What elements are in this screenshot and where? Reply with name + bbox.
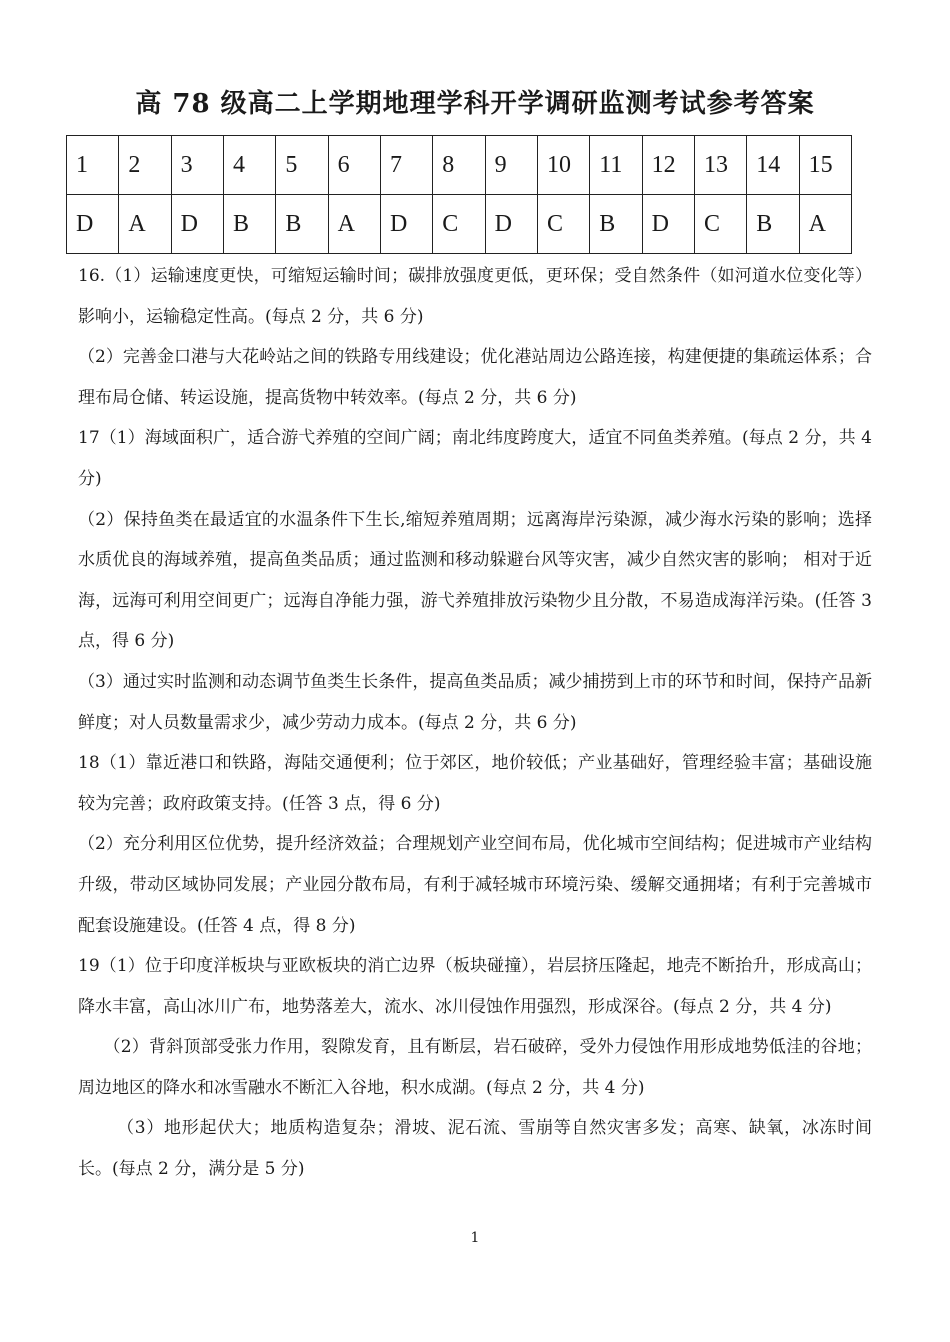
answer-cell: D <box>67 195 119 254</box>
question-number: 13 <box>694 136 746 195</box>
answer-cell: B <box>223 195 275 254</box>
answer-cell: D <box>485 195 537 254</box>
question-number-row <box>67 136 852 195</box>
answer-paragraph-16-1: 16.（1）运输速度更快，可缩短运输时间；碳排放强度更低，更环保；受自然条件（如河道水位变化等）影响小，运输稳定性高。(每点 2 分，共 6 分) <box>78 266 872 327</box>
answer-paragraph-19-3: （3）地形起伏大；地质构造复杂；滑坡、泥石流、雪崩等自然灾害多发；高寒、缺氧，冰冻时间长。(每点 2 分，满分是 5 分) <box>78 1118 872 1180</box>
question-number: 6 <box>328 136 380 195</box>
question-number: 8 <box>433 136 485 195</box>
answer-paragraph-16-2: （2）完善金口港与大花岭站之间的铁路专用线建设；优化港站周边公路连接，构建便捷的集疏运体系；合理布局仓储、转运设施，提高货物中转效率。(每点 2 分，共 6 分) <box>78 347 872 408</box>
question-number: 1 <box>67 136 119 195</box>
answer-cell: D <box>380 195 432 254</box>
question-number: 2 <box>119 136 171 195</box>
answer-paragraph-17-1: 17（1）海域面积广，适合游弋养殖的空间广阔；南北纬度跨度大，适宜不同鱼类养殖。(每点 2 分，共 4 分) <box>78 428 872 489</box>
answer-paragraph-17-3: （3）通过实时监测和动态调节鱼类生长条件，提高鱼类品质；减少捕捞到上市的环节和时间，保持产品新鲜度；对人员数量需求少，减少劳动力成本。(每点 2 分，共 6 分) <box>78 671 872 733</box>
answer-cell: B <box>276 195 328 254</box>
question-number: 12 <box>642 136 694 195</box>
answer-paragraph-17-2: （2）保持鱼类在最适宜的水温条件下生长,缩短养殖周期；远离海岸污染源，减少海水污染的影响；选择水质优良的海域养殖，提高鱼类品质；通过监测和移动躲避台风等灾害，减少自然灾害的影响； 相对于近海，远海可利用空间更广；远海自净能力强，游弋养殖排放污染物少且分散，不易造成海洋污染。(任答 3 点，得 6 分) <box>78 509 872 652</box>
page-title: 高 78 级高二上学期地理学科开学调研监测考试参考答案 <box>135 89 815 119</box>
answer-paragraph-19-1: 19（1）位于印度洋板块与亚欧板块的消亡边界（板块碰撞），岩层挤压隆起，地壳不断抬升，形成高山；降水丰富，高山冰川广布，地势落差大，流水、冰川侵蚀作用强烈，形成深谷。(每点 2 分，共 4 分) <box>78 956 872 1017</box>
question-number: 5 <box>276 136 328 195</box>
answer-cell: C <box>537 195 589 254</box>
answer-cell: D <box>171 195 223 254</box>
question-number: 14 <box>747 136 799 195</box>
answer-paragraph-18-1: 18（1）靠近港口和铁路，海陆交通便利；位于郊区，地价较低；产业基础好，管理经验丰富；基础设施较为完善；政府政策支持。(任答 3 点，得 6 分) <box>78 753 872 814</box>
answer-cell: A <box>119 195 171 254</box>
answer-paragraph-18-2: （2）充分利用区位优势，提升经济效益；合理规划产业空间布局，优化城市空间结构；促进城市产业结构升级，带动区域协同发展；产业园分散布局，有利于减轻城市环境污染、缓解交通拥堵；有利于完善城市配套设施建设。(任答 4 点，得 8 分) <box>78 834 872 936</box>
question-number: 10 <box>537 136 589 195</box>
question-number: 9 <box>485 136 537 195</box>
question-number: 4 <box>223 136 275 195</box>
answer-cell: C <box>694 195 746 254</box>
question-number: 15 <box>799 136 851 195</box>
answer-cell: D <box>642 195 694 254</box>
question-number: 11 <box>590 136 642 195</box>
answer-paragraph-19-2: （2）背斜顶部受张力作用，裂隙发育，且有断层，岩石破碎，受外力侵蚀作用形成地势低洼的谷地；周边地区的降水和冰雪融水不断汇入谷地，积水成湖。(每点 2 分，共 4 分) <box>78 1037 872 1098</box>
answer-row <box>67 195 852 254</box>
answer-cell: C <box>433 195 485 254</box>
page-number: 1 <box>470 1230 480 1246</box>
answer-cell: A <box>328 195 380 254</box>
answer-explanations <box>78 256 872 1190</box>
answer-cell: B <box>590 195 642 254</box>
answer-table <box>66 135 852 254</box>
question-number: 7 <box>380 136 432 195</box>
answer-cell: A <box>799 195 851 254</box>
answer-cell: B <box>747 195 799 254</box>
question-number: 3 <box>171 136 223 195</box>
